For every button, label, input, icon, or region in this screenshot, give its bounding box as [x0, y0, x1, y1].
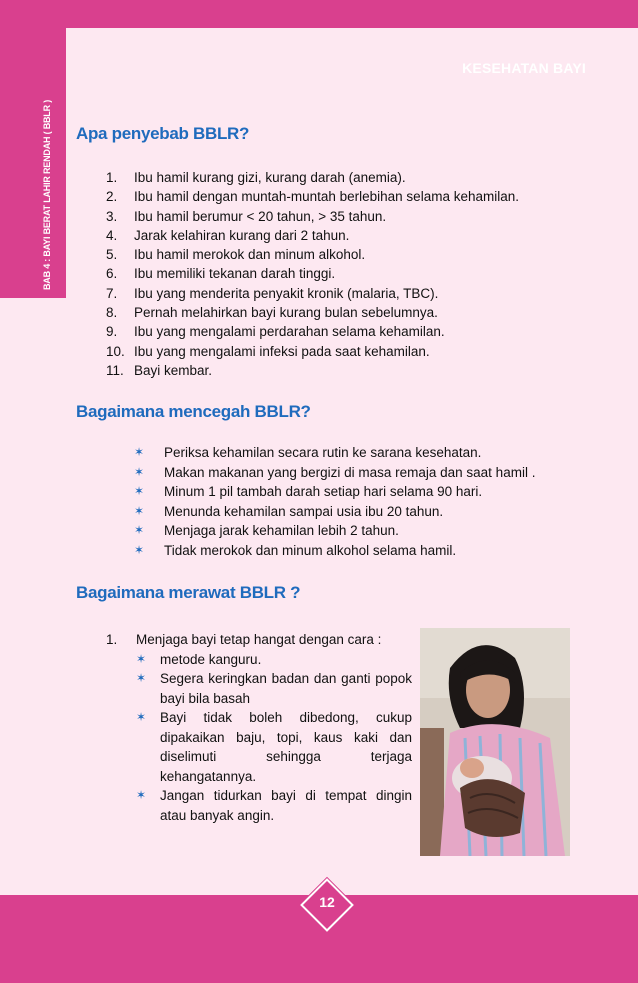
- asterisk-icon: ✶: [136, 710, 147, 724]
- list-item: 1. Menjaga bayi tetap hangat dengan cara :: [106, 632, 382, 647]
- prevent-list: [134, 443, 535, 561]
- list-item: 3. Ibu hamil berumur < 20 tahun, > 35 tahun.: [106, 208, 387, 224]
- page-number: 12: [319, 894, 335, 910]
- causes-list: [106, 168, 519, 380]
- asterisk-icon: ✶: [136, 788, 147, 802]
- list-item: 7. Ibu yang menderita penyakit kronik (malaria, TBC).: [106, 285, 439, 301]
- list-item: 11. Bayi kembar.: [106, 362, 213, 378]
- left-margin: [0, 298, 66, 895]
- chapter-label: BAB 4 : BAYI BERAT LAHIR RENDAH ( BBLR ): [42, 99, 52, 290]
- asterisk-icon: ✶: [136, 651, 147, 666]
- mother-baby-photo: [420, 628, 570, 856]
- list-item: 1. Ibu hamil kurang gizi, kurang darah (anemia).: [106, 170, 406, 185]
- list-item: 2. Ibu hamil dengan muntah-muntah berlebihan selama kehamilan.: [106, 189, 519, 205]
- list-item: 6. Ibu memiliki tekanan darah tinggi.: [106, 266, 336, 282]
- list-item: ✶ Periksa kehamilan secara rutin ke sarana kesehatan.: [134, 443, 535, 463]
- sub-item: ✶ Jangan tidurkan bayi di tempat dingin atau banyak angin.: [136, 786, 412, 825]
- sub-item: ✶ Bayi tidak boleh dibedong, cukup dipakaikan baju, topi, kaus kaki dan diselimuti sehingga terjaga kehangatannya.: [136, 708, 412, 786]
- list-item: ✶ Minum 1 pil tambah darah setiap hari selama 90 hari.: [134, 482, 535, 502]
- list-item: 4. Jarak kelahiran kurang dari 2 tahun.: [106, 227, 350, 243]
- list-item: ✶ Menjaga jarak kehamilan lebih 2 tahun.: [134, 521, 535, 541]
- list-item: 8. Pernah melahirkan bayi kurang bulan sebelumnya.: [106, 305, 438, 321]
- list-item: 5. Ibu hamil merokok dan minum alkohol.: [106, 247, 366, 263]
- heading-care: Bagaimana merawat BBLR ?: [76, 583, 301, 602]
- list-item: ✶ Menunda kehamilan sampai usia ibu 20 tahun.: [134, 502, 535, 522]
- asterisk-icon: ✶: [134, 503, 145, 518]
- chapter-tab: [0, 28, 66, 298]
- asterisk-icon: ✶: [136, 671, 147, 685]
- list-item: 9. Ibu yang mengalami perdarahan selama kehamilan.: [106, 324, 445, 340]
- list-item: 10. Ibu yang mengalami infeksi pada saat kehamilan.: [106, 343, 430, 359]
- sub-item: ✶ metode kanguru.: [136, 650, 412, 670]
- asterisk-icon: ✶: [134, 445, 145, 459]
- care-list: [106, 630, 412, 825]
- section-label: KESEHATAN BAYI: [462, 60, 586, 76]
- heading-prevent: Bagaimana mencegah BBLR?: [76, 402, 311, 421]
- top-band: [0, 0, 638, 28]
- sub-item: ✶ Segera keringkan badan dan ganti popok bayi bila basah: [136, 669, 412, 708]
- asterisk-icon: ✶: [134, 542, 145, 557]
- asterisk-icon: ✶: [134, 523, 145, 538]
- list-item: ✶ Makan makanan yang bergizi di masa remaja dan saat hamil .: [134, 463, 535, 483]
- heading-causes: Apa penyebab BBLR?: [76, 124, 250, 143]
- list-item: ✶ Tidak merokok dan minum alkohol selama hamil.: [134, 541, 535, 561]
- asterisk-icon: ✶: [134, 464, 145, 479]
- asterisk-icon: ✶: [134, 484, 145, 499]
